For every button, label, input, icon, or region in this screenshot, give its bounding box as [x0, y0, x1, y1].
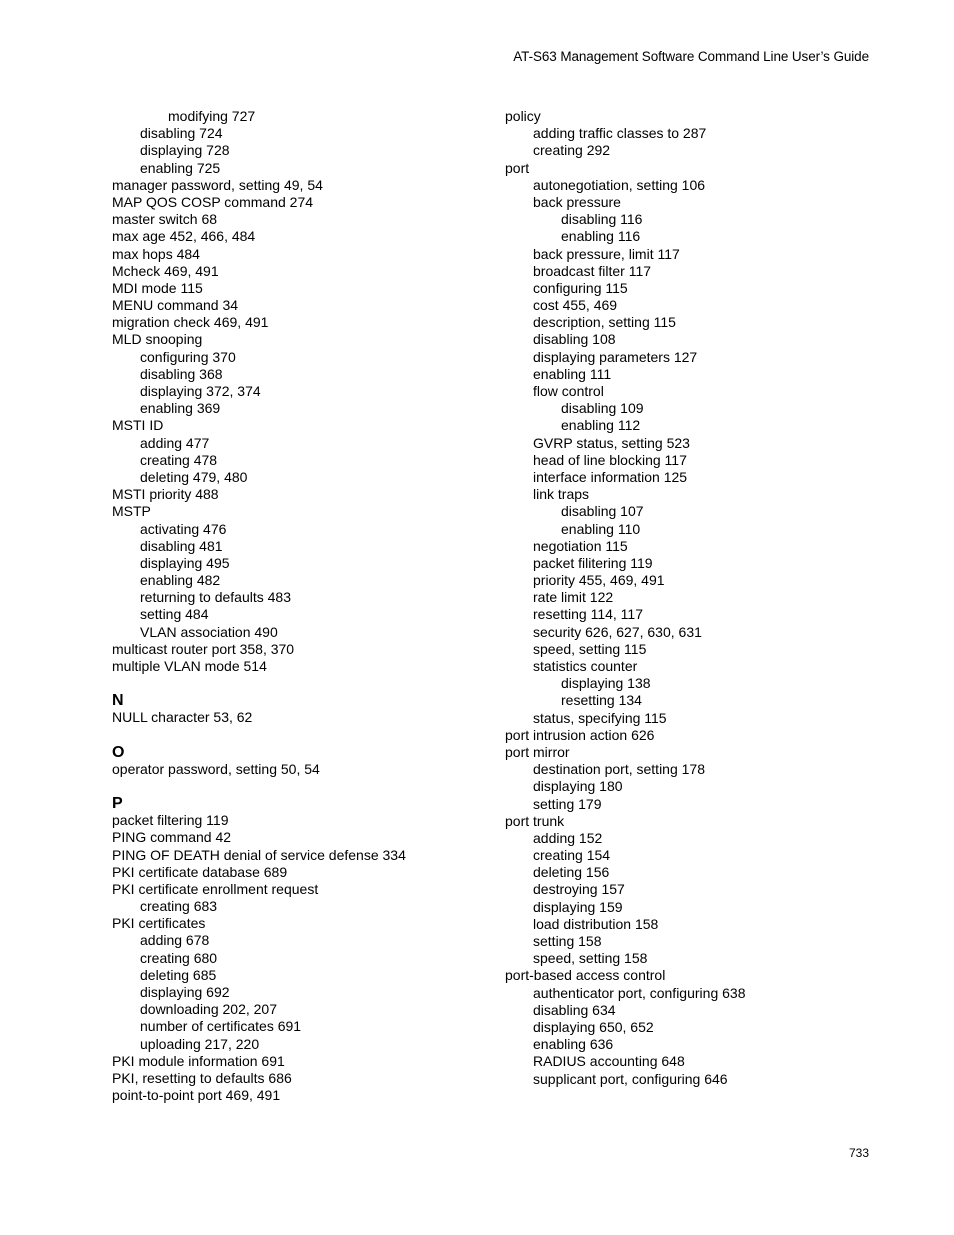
index-subentry: flow control	[533, 383, 604, 399]
index-subentry: number of certificates 691	[140, 1018, 302, 1035]
index-entry: PKI certificate enrollment request	[112, 880, 319, 897]
index-entry: PKI module information 691	[112, 1052, 285, 1069]
index-entry: Mcheck 469, 491	[112, 262, 219, 279]
page-number: 733	[848, 1146, 869, 1160]
index-subentry: supplicant port, configuring 646	[533, 1070, 728, 1087]
index-subentry: disabling 634	[533, 1001, 616, 1018]
index-entry: MSTI ID	[112, 417, 164, 434]
index-subentry: security 626, 627, 630, 631	[533, 623, 702, 640]
index-subentry: description, setting 115	[533, 314, 676, 331]
index-subentry: creating 292	[533, 142, 611, 159]
index-subentry: enabling 110	[561, 520, 641, 537]
index-letter-heading: N	[112, 692, 124, 710]
index-entry: MAP QOS COSP command 274	[112, 193, 314, 210]
index-subentry: displaying 138	[561, 675, 651, 692]
index-subentry: resetting 114, 117	[533, 606, 644, 623]
index-subentry: speed, setting 115	[533, 640, 647, 657]
index-subentry: RADIUS accounting 648	[533, 1053, 685, 1070]
index-subentry: creating 154	[533, 847, 611, 864]
index-entry: PKI certificate database 689	[112, 863, 288, 880]
index-subentry: displaying 180	[533, 778, 623, 795]
index-subentry: enabling 112	[561, 417, 641, 434]
index-subentry: disabling 109	[561, 400, 644, 417]
index-subentry: displaying 692	[140, 984, 230, 1000]
index-subentry: activating 476	[140, 520, 227, 537]
index-entry: PING OF DEATH denial of service defense 334	[112, 846, 406, 863]
index-entry: MSTP	[112, 503, 151, 520]
index-entry: NULL character 53, 62	[112, 709, 253, 726]
index-subentry: displaying parameters 127	[533, 348, 698, 365]
index-subentry: enabling 111	[533, 365, 612, 382]
index-subentry: link traps	[533, 486, 590, 503]
index-subentry: autonegotiation, setting 106	[533, 176, 706, 193]
index-subentry: enabling 369	[140, 400, 221, 417]
index-subentry: displaying 495	[140, 554, 230, 571]
index-entry: max hops 484	[112, 245, 200, 262]
index-subentry: modifying 727	[168, 108, 256, 124]
index-subentry: VLAN association 490	[140, 623, 278, 640]
index-entry: packet filtering 119	[112, 812, 229, 829]
index-subentry: packet filitering 119	[533, 554, 653, 571]
index-subentry: adding traffic classes to 287	[533, 125, 707, 142]
index-subentry: back pressure	[533, 193, 621, 210]
index-subentry: speed, setting 158	[533, 950, 648, 967]
index-subentry: negotiation 115	[533, 537, 628, 554]
index-subentry: GVRP status, setting 523	[533, 434, 690, 451]
index-subentry: adding 678	[140, 932, 210, 949]
index-entry: port intrusion action 626	[505, 726, 655, 743]
index-subentry: deleting 156	[533, 864, 610, 881]
index-subentry: enabling 482	[140, 572, 221, 589]
index-subentry: returning to defaults 483	[140, 589, 291, 606]
index-subentry: statistics counter	[533, 658, 638, 674]
index-subentry: configuring 115	[533, 279, 628, 296]
index-subentry: deleting 479, 480	[140, 468, 248, 485]
index-subentry: disabling 481	[140, 537, 223, 554]
index-subentry: enabling 116	[561, 228, 641, 245]
index-entry: port mirror	[505, 743, 570, 760]
index-entry: operator password, setting 50, 54	[112, 760, 320, 777]
index-subentry: authenticator port, configuring 638	[533, 984, 746, 1001]
index-entry: multicast router port 358, 370	[112, 640, 295, 657]
index-subentry: configuring 370	[140, 348, 236, 365]
index-subentry: displaying 650, 652	[533, 1018, 654, 1035]
index-entry: master switch 68	[112, 211, 218, 228]
index-subentry: disabling 368	[140, 365, 223, 382]
index-subentry: interface information 125	[533, 468, 688, 485]
index-entry: manager password, setting 49, 54	[112, 176, 323, 193]
index-subentry: load distribution 158	[533, 915, 659, 932]
index-subentry: rate limit 122	[533, 589, 614, 606]
index-subentry: adding 477	[140, 434, 210, 451]
index-subentry: disabling 724	[140, 125, 223, 142]
index-entry: max age 452, 466, 484	[112, 228, 256, 245]
index-subentry: enabling 725	[140, 159, 221, 176]
index-subentry: resetting 134	[561, 692, 642, 709]
index-entry: PKI, resetting to defaults 686	[112, 1069, 292, 1086]
index-subentry: disabling 108	[533, 331, 616, 348]
index-subentry: downloading 202, 207	[140, 1001, 278, 1018]
index-subentry: head of line blocking 117	[533, 451, 687, 468]
index-subentry: setting 484	[140, 606, 209, 623]
index-subentry: cost 455, 469	[533, 297, 618, 314]
index-subentry: destroying 157	[533, 881, 625, 898]
index-entry: PING command 42	[112, 829, 232, 846]
index-subentry: deleting 685	[140, 966, 217, 983]
index-subentry: displaying 372, 374	[140, 383, 261, 399]
index-subentry: adding 152	[533, 829, 603, 846]
index-subentry: destination port, setting 178	[533, 761, 706, 778]
index-entry: port	[505, 159, 530, 176]
index-subentry: displaying 728	[140, 142, 230, 159]
index-entry: MENU command 34	[112, 297, 239, 314]
index-entry: policy	[505, 108, 541, 124]
index-subentry: creating 683	[140, 898, 218, 915]
index-subentry: disabling 116	[561, 211, 643, 228]
index-subentry: broadcast filter 117	[533, 262, 652, 279]
index-subentry: back pressure, limit 117	[533, 245, 680, 262]
index-entry: point-to-point port 469, 491	[112, 1087, 281, 1104]
index-column-left	[112, 108, 492, 1104]
index-entry: MLD snooping	[112, 331, 203, 348]
index-entry: port trunk	[505, 812, 565, 829]
index-column-right	[505, 108, 885, 1088]
index-entry: port-based access control	[505, 967, 666, 984]
running-header: AT-S63 Management Software Command Line User’s Guide	[513, 49, 869, 64]
index-subentry: creating 478	[140, 451, 218, 468]
index-entry: migration check 469, 491	[112, 314, 269, 331]
index-entry: PKI certificates	[112, 915, 206, 932]
index-subentry: priority 455, 469, 491	[533, 572, 665, 589]
index-subentry: status, specifying 115	[533, 709, 667, 726]
index-entry: multiple VLAN mode 514	[112, 658, 267, 674]
index-subentry: setting 179	[533, 795, 602, 812]
index-subentry: disabling 107	[561, 503, 644, 520]
index-entry: MSTI priority 488	[112, 486, 219, 503]
index-letter-heading: P	[112, 794, 123, 812]
index-subentry: creating 680	[140, 949, 218, 966]
index-subentry: uploading 217, 220	[140, 1035, 260, 1052]
index-entry: MDI mode 115	[112, 279, 203, 296]
index-letter-heading: O	[112, 743, 125, 761]
index-subentry: enabling 636	[533, 1036, 614, 1053]
index-subentry: displaying 159	[533, 898, 623, 915]
index-subentry: setting 158	[533, 933, 602, 949]
